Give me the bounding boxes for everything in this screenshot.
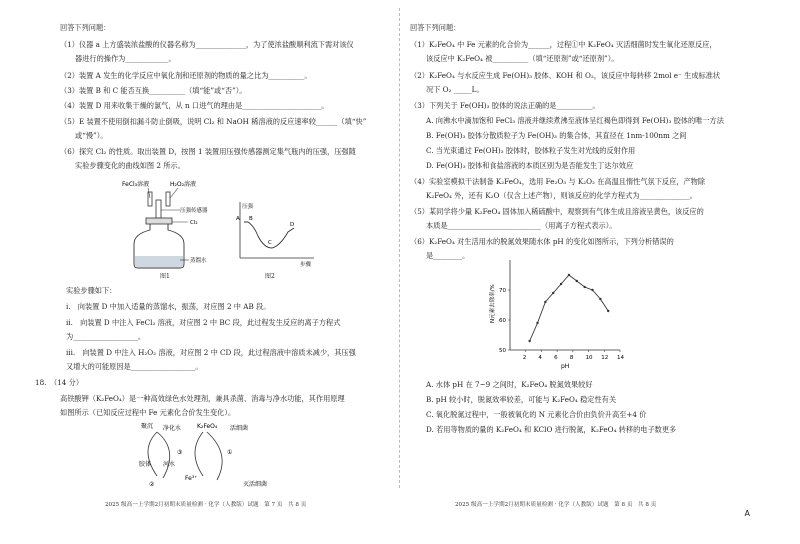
- q5-line2: 或“慢”）。: [75, 131, 108, 140]
- rq6-line1: （6）K₂FeO₄ 对生活用水的脱氮效果随水体 pH 的变化如图所示，下列分析错误的: [410, 237, 674, 246]
- chart-xlabel: pH: [561, 363, 570, 370]
- data-point: [607, 310, 609, 312]
- step-iii-line2: 又增大的可能原因是__________________。: [66, 362, 203, 371]
- data-point: [599, 298, 601, 300]
- y-tick-label: 50: [499, 348, 506, 354]
- x-tick-label: 10: [585, 355, 593, 361]
- cycle-step-3: ③: [177, 449, 183, 456]
- rq3-option-d: D. Fe(OH)₃ 胶体和食盐溶液的本质区别为是否能发生丁达尔效应: [426, 161, 634, 170]
- q4-text: （4）装置 D 用来收集干燥的氯气，从 n 口进气的理由是______________________。: [60, 101, 329, 110]
- rq5-line2: 本质是__________________________（用离子方程式表示）。: [426, 221, 617, 230]
- fig2-point-a: A: [236, 216, 240, 222]
- step-ii-line1: ii. 向装置 D 中注入 FeCl₂ 溶液，对应图 2 中 BC 段，此过程发生反应的离子方程式: [66, 318, 341, 327]
- fig1-label-fecl2: FeCl₃溶液: [122, 181, 150, 188]
- option-c: C. 氧化脱氮过程中，一般被氧化的 N 元素化合价由负价升高至+4 价: [426, 410, 647, 419]
- rq6-line2: 是________。: [426, 251, 470, 260]
- cycle-label-live-bacteria: 活细菌: [230, 425, 249, 432]
- data-point: [591, 289, 593, 291]
- option-b: B. pH 较小时，脱氮效率较差，可能与 K₂FeO₄ 稳定性有关: [426, 395, 617, 404]
- right-page: [400, 0, 800, 544]
- x-tick-label: 14: [617, 355, 624, 361]
- q18-text-line1: 高铁酸钾（K₂FeO₄）是一种高效绿色水处理剂，兼具杀菌、消毒与净水功能，其作用原理: [60, 394, 345, 403]
- chart-points: [528, 274, 609, 342]
- fig2-caption: 图2: [265, 273, 275, 280]
- step-i: i. 向装置 D 中加入适量的蒸馏水，振荡，对应图 2 中 AB 段。: [66, 302, 271, 311]
- step-ii-line2: 为__________________。: [66, 332, 146, 341]
- cycle-label-coagulate: 聚沉: [141, 423, 154, 430]
- left-footer: 2025 级高一上学期2月初期末质量检测 · 化学（人教版）试题 第 7 页 共 8 页: [105, 502, 307, 508]
- data-point: [576, 280, 578, 282]
- fig1-caption: 图1: [160, 273, 170, 280]
- cycle-label-dead-bacteria: 灭活细菌: [243, 481, 268, 488]
- x-tick-label: 6: [554, 355, 558, 361]
- rq3-option-c: C. 当光束通过 Fe(OH)₃ 胶体时，胶体粒子发生对光线的反射作用: [426, 146, 636, 155]
- data-point: [544, 301, 546, 303]
- fig2-point-d: D: [290, 222, 295, 228]
- x-tick-label: 4: [538, 355, 542, 361]
- cycle-label-fe3: Fe³⁺: [185, 475, 198, 482]
- removal-rate-line: [530, 275, 609, 341]
- rq1-line1: （1）K₂FeO₄ 中 Fe 元素的化合价为______，过程①中 K₂FeO₄ 灭活细菌时发生氧化还原反应，: [410, 40, 717, 49]
- y-tick-label: 70: [499, 288, 506, 294]
- data-point: [536, 322, 538, 324]
- step-iii-line1: iii. 向装置 D 中注入 H₂O₂ 溶液，对应图 2 中 CD 段，此过程溶液中溶质未减少，其压强: [66, 348, 356, 357]
- rq4-line1: （4）实验室模拟干法制备 K₂FeO₄，选用 Fe₂O₃ 与 K₂O₂ 在高温且惰性气氛下反应，产物除: [410, 177, 706, 186]
- rq3-text: （3）下列关于 Fe(OH)₃ 胶体的说法正确的是__________。: [410, 101, 600, 110]
- cycle-label-river-water: 河水: [163, 461, 176, 468]
- steps-title: 实验步骤如下：: [66, 286, 117, 295]
- q3-text: （3）装置 B 和 C 能否互换__________（填“能”或“否”）。: [60, 86, 247, 95]
- cycle-step-1: ①: [227, 449, 233, 456]
- fig1-label-cl2: Cl₂: [190, 220, 198, 226]
- fig2-point-c: C: [268, 240, 272, 246]
- pressure-curve-figure: [232, 198, 322, 270]
- option-a: A. 水体 pH 在 7~9 之间时，K₂FeO₄ 脱氮效果较好: [426, 380, 593, 389]
- chart-ylabel: N元素去除率/%: [490, 284, 496, 323]
- q6-line1: （6）探究 Cl₂ 的性质。取出装置 D，按图 1 装置用压强传感器测定集气瓶内的压强，压强随: [60, 147, 356, 156]
- cycle-label-colloid: 胶体: [139, 461, 152, 468]
- rq5-line1: （5）某同学将少量 K₂FeO₄ 固体加入稀硫酸中，观察到有气体生成且溶液呈黄色，该反应的: [410, 207, 704, 216]
- fig1-label-h2o2: H₂O₂溶液: [170, 181, 197, 188]
- cycle-label-k2feo4: K₂FeO₄: [197, 423, 218, 430]
- data-point: [560, 283, 562, 285]
- rq4-line2: K₂FeO₄ 外，还有 K₂O（仅含上述产物），则该反应的化学方程式为______________。: [426, 191, 697, 200]
- rq3-option-a: A. 向沸水中滴加饱和 FeCl₃ 溶液并继续煮沸至液体呈红褐色即得到 Fe(OH)₃ 胶体的唯一方法: [426, 116, 724, 125]
- q5-line1: （5）E 装置不使用倒扣漏斗防止倒吸，说明 Cl₂ 和 NaOH 稀溶液的反应速率较______（填“快”: [60, 117, 367, 126]
- ph-removal-chart: [480, 250, 640, 380]
- fig2-ylabel: 压强: [242, 204, 254, 210]
- q18-heading: 18. （14 分）: [35, 378, 84, 387]
- data-point: [552, 292, 554, 294]
- data-point: [583, 286, 585, 288]
- x-tick-label: 8: [569, 355, 574, 361]
- intro-text: 回答下列问题：: [60, 23, 111, 32]
- fig1-label-sensor: 压强传感器: [180, 208, 208, 214]
- intro-text-right: 回答下列问题：: [410, 23, 461, 32]
- corner-mark: A: [744, 509, 750, 518]
- q1-line2: 器进行的操作为____________。: [75, 54, 176, 63]
- fig2-xlabel: 步骤: [300, 262, 312, 268]
- rq2-line1: （2）K₂FeO₄ 与水反应生成 Fe(OH)₃ 胶体、KOH 和 O₂，该反应中每转移 2mol e⁻ 生成标准状: [410, 71, 721, 80]
- q1-line1: （1）仪器 a 上方盛装浓盐酸的仪器名称为______________，为了使浓盐酸顺利流下需对该仪: [60, 40, 354, 49]
- data-point: [528, 340, 530, 342]
- rq3-option-b: B. Fe(OH)₃ 胶体分散质粒子为 Fe(OH)₃ 的集合体，其直径在 1nm-100nm 之间: [426, 131, 687, 140]
- right-footer: 2025 级高一上学期2月初期末质量检测 · 化学（人教版）试题 第 8 页 共 8 页: [455, 502, 657, 508]
- cycle-label-purified-water: 净化水: [163, 425, 182, 432]
- fig1-label-water: 蒸馏水: [190, 258, 207, 264]
- k2feo4-cycle-diagram: [135, 420, 305, 492]
- cycle-step-2: ②: [149, 481, 155, 488]
- q18-text-line2: 如图所示（已知反应过程中 Fe 元素化合价发生变化）。: [60, 408, 236, 417]
- y-tick-label: 60: [499, 318, 506, 324]
- rq1-line2: 该反应中 K₂FeO₄ 被__________（填“还原剂”或“还原剂”）。: [426, 54, 619, 63]
- apparatus-figure: [120, 178, 230, 270]
- x-tick-label: 2: [522, 355, 527, 361]
- rq2-line2: 况下 O₂ _____L。: [426, 85, 484, 94]
- option-d: D. 若用等物质的量的 K₂FeO₄ 和 KClO 进行脱氮，K₂FeO₄ 转移的电子数更多: [426, 425, 677, 434]
- x-tick-label: 12: [601, 355, 609, 361]
- q6-line2: 实验步骤变化的曲线如图 2 所示。: [75, 161, 185, 170]
- q2-text: （2）装置 A 发生的化学反应中氧化剂和还原剂的物质的量之比为__________。: [60, 71, 312, 80]
- chart-axes: [510, 260, 620, 350]
- data-point: [568, 274, 570, 276]
- fig2-point-b: B: [249, 216, 253, 222]
